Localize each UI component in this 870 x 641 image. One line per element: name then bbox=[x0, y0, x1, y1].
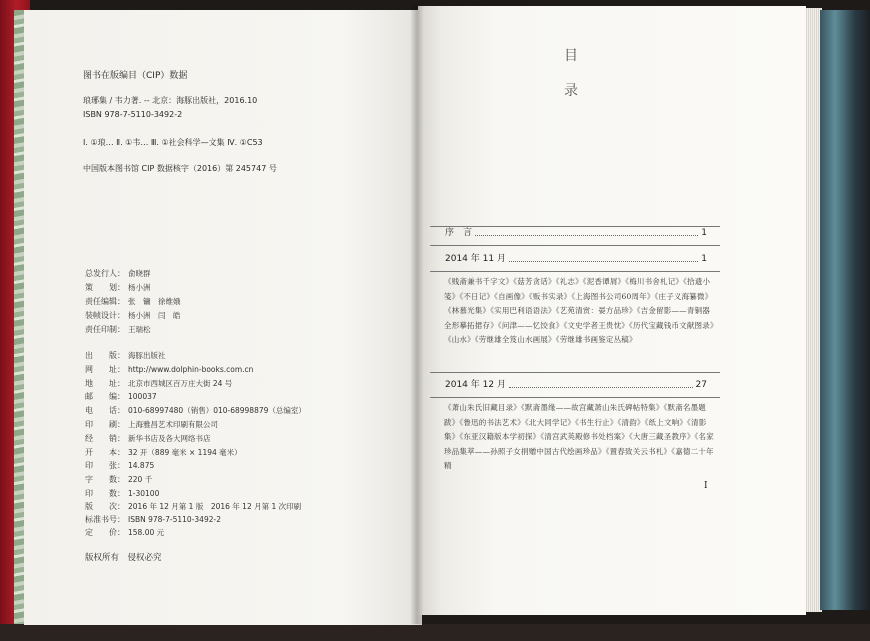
toc-entry-label: 2014 年 11 月 bbox=[445, 254, 506, 264]
imprint-label: 经 销： bbox=[85, 434, 125, 443]
credit-value: 杨小洲 bbox=[128, 283, 151, 292]
credit-label: 装帧设计： bbox=[85, 311, 125, 320]
divider bbox=[430, 372, 720, 373]
imprint-value: 158.00 元 bbox=[128, 528, 165, 537]
imprint-label: 邮 编： bbox=[85, 392, 125, 401]
credit-label: 责任印制： bbox=[85, 325, 125, 334]
rights-notice: 版权所有 侵权必究 bbox=[85, 553, 162, 563]
imprint-label: 定 价： bbox=[85, 528, 125, 537]
imprint-value: 220 千 bbox=[128, 475, 153, 484]
imprint-value: 上海雅昌艺术印刷有限公司 bbox=[128, 420, 218, 429]
imprint-value: 海豚出版社 bbox=[128, 351, 166, 360]
leader-dots bbox=[509, 261, 698, 262]
imprint-value: 2016 年 12 月第 1 版 2016 年 12 月第 1 次印刷 bbox=[128, 502, 302, 511]
toc-entry-page: 27 bbox=[695, 380, 707, 390]
imprint-value: 北京市西城区百万庄大街 24 号 bbox=[128, 379, 233, 388]
book-cover-bottom bbox=[0, 624, 870, 641]
imprint-value: 1-30100 bbox=[128, 489, 160, 498]
cip-title: 图书在版编目（CIP）数据 bbox=[83, 71, 188, 81]
toc-entry-page: 1 bbox=[701, 228, 707, 238]
credit-label: 策 划： bbox=[85, 283, 125, 292]
imprint-label: 字 数： bbox=[85, 475, 125, 484]
imprint-value: 100037 bbox=[128, 392, 157, 401]
imprint-label: 版 次： bbox=[85, 502, 125, 511]
imprint-label: 出 版： bbox=[85, 351, 125, 360]
book-cover-right bbox=[820, 10, 870, 610]
imprint-label: 电 话： bbox=[85, 406, 125, 415]
divider bbox=[430, 271, 720, 272]
credit-label: 总发行人： bbox=[85, 269, 125, 278]
toc-entry bbox=[445, 379, 707, 391]
cip-line-3: Ⅰ. ①琅… Ⅱ. ①韦… Ⅲ. ①社会科学—文集 Ⅳ. ①C53 bbox=[83, 138, 263, 147]
toc-book-list-december: 《萧山朱氏旧藏目录》《默斋墨缘——故宫藏萧山朱氏碑帖特集》《默斋名墨题跋》《鲁迅的书法艺术》《北大同学记》《书生行止》《清韵》《纸上文响》《清影集》《东亚汉籍版本学初探》《清宫武英殿修书处档案》《大唐三藏圣教序》《名家珍品集萃——孙照子女捐赠中国古代绘画珍品》《置春致关云书札》《嘉德二十年精 bbox=[444, 403, 714, 470]
page-number: I bbox=[704, 481, 708, 491]
leader-dots bbox=[475, 235, 698, 236]
credit-value: 杨小洲 闫 皓 bbox=[128, 311, 181, 320]
imprint-label: 地 址： bbox=[85, 379, 125, 388]
cip-line-1: 琅琊集 / 韦力著. -- 北京：海豚出版社，2016.10 bbox=[83, 96, 258, 105]
toc-entry-label: 序 言 bbox=[445, 228, 473, 238]
toc-entry bbox=[445, 253, 707, 265]
imprint-value: 新华书店及各大网络书店 bbox=[128, 434, 211, 443]
credit-value: 俞晓群 bbox=[128, 269, 151, 278]
divider bbox=[430, 397, 720, 398]
cip-line-4: 中国版本图书馆 CIP 数据核字（2016）第 245747 号 bbox=[83, 164, 277, 173]
imprint-value: http://www.dolphin-books.com.cn bbox=[128, 365, 254, 374]
toc-book-list-november: 《贱斋兼书千字文》《菇芳贪话》《礼志》《泥香谭屑》《梅川书舍札记》《拾遗小笺》《不日记》《自画像》《贩书实录》《上海图书公司60周年》《庄子义海纂微》《林慕光集》《实用巴利语语法》《艺苑清赏：晏方品珍》《吉金留影——青铜器全形摹拓捃存》《问津——忆饺食》《文史学者王贵忱》《历代宝藏钱币文献图录》《山水》《劳继雄全笈山水画展》《劳继雄书画鉴定丛稿》 bbox=[444, 277, 714, 344]
imprint-value: 14.875 bbox=[128, 461, 155, 470]
credit-value: 张 镛 徐维娥 bbox=[128, 297, 181, 306]
contents-heading-2: 录 bbox=[564, 83, 580, 99]
contents-heading-1: 目 bbox=[564, 48, 580, 64]
imprint-value: 010-68997480（销售）010-68998879（总编室） bbox=[128, 406, 306, 415]
imprint-label: 印 刷： bbox=[85, 420, 125, 429]
toc-entry-label: 2014 年 12 月 bbox=[445, 380, 506, 390]
credit-value: 王瑞松 bbox=[128, 325, 151, 334]
imprint-value: ISBN 978-7-5110-3492-2 bbox=[128, 515, 221, 524]
cip-line-2: ISBN 978-7-5110-3492-2 bbox=[83, 110, 183, 119]
toc-entry bbox=[445, 227, 707, 239]
imprint-label: 网 址： bbox=[85, 365, 125, 374]
imprint-label: 印 数： bbox=[85, 489, 125, 498]
leader-dots bbox=[509, 387, 693, 388]
credit-label: 责任编辑： bbox=[85, 297, 125, 306]
imprint-label: 印 张： bbox=[85, 461, 125, 470]
imprint-value: 32 开（889 毫米 × 1194 毫米） bbox=[128, 448, 242, 457]
book-gutter bbox=[410, 6, 424, 624]
imprint-label: 开 本： bbox=[85, 448, 125, 457]
imprint-label: 标准书号： bbox=[85, 515, 125, 524]
toc-entry-page: 1 bbox=[701, 254, 707, 264]
divider bbox=[430, 245, 720, 246]
